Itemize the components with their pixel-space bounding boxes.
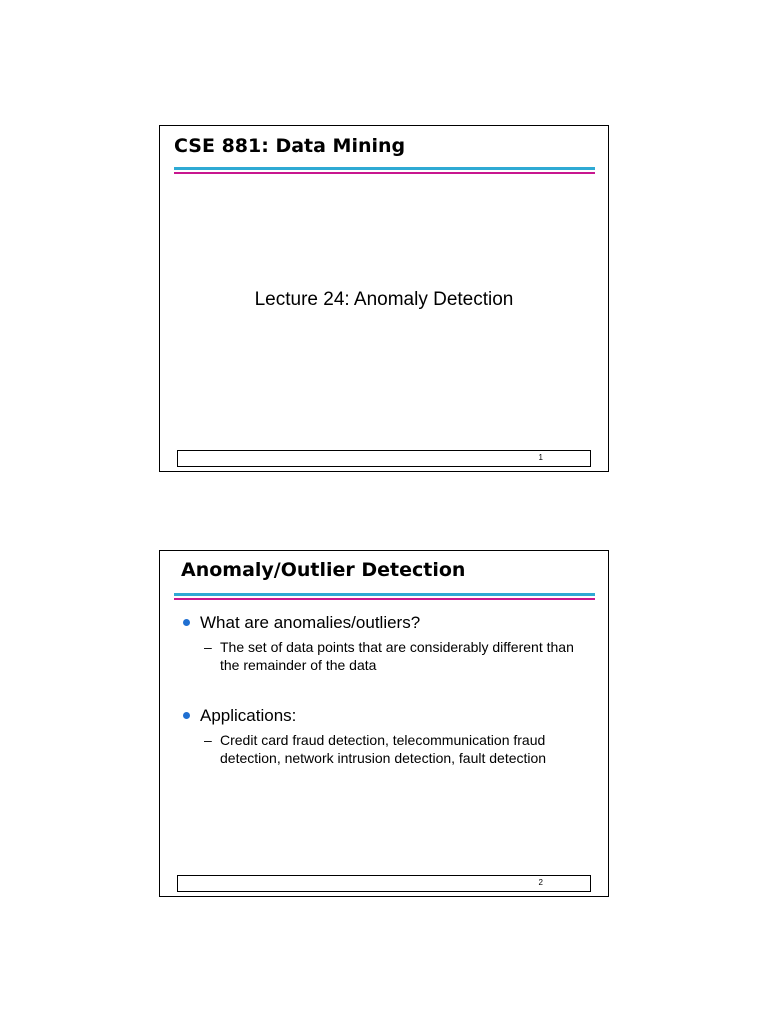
bullet-dot-icon <box>183 619 190 626</box>
bullet-item <box>182 613 587 674</box>
sub-bullet-text: Credit card fraud detection, telecommunication fraud detection, network intrusion detection, fault detection <box>220 732 547 766</box>
slide-title: CSE 881: Data Mining <box>174 135 406 157</box>
slide-footer <box>177 450 591 467</box>
bullet-item <box>182 706 587 767</box>
page-number: 2 <box>538 878 543 887</box>
title-rule-cyan <box>174 593 595 596</box>
title-rule-cyan <box>174 167 595 170</box>
title-rule-magenta <box>174 172 595 174</box>
title-rule-magenta <box>174 598 595 600</box>
dash-icon: – <box>204 732 212 748</box>
bullet-text: Applications: <box>200 706 297 725</box>
bullet-list <box>182 613 587 799</box>
sub-bullet-text: The set of data points that are considerably different than the remainder of the data <box>220 639 574 673</box>
slide-footer <box>177 875 591 892</box>
slide-2 <box>159 550 609 897</box>
sub-bullet <box>200 638 587 674</box>
bullet-dot-icon <box>183 712 190 719</box>
lecture-subtitle: Lecture 24: Anomaly Detection <box>254 289 514 310</box>
bullet-text: What are anomalies/outliers? <box>200 613 421 632</box>
slide-1 <box>159 125 609 472</box>
page-number: 1 <box>538 453 543 462</box>
sub-bullet <box>200 731 587 767</box>
slide-title: Anomaly/Outlier Detection <box>181 559 466 581</box>
dash-icon: – <box>204 639 212 655</box>
